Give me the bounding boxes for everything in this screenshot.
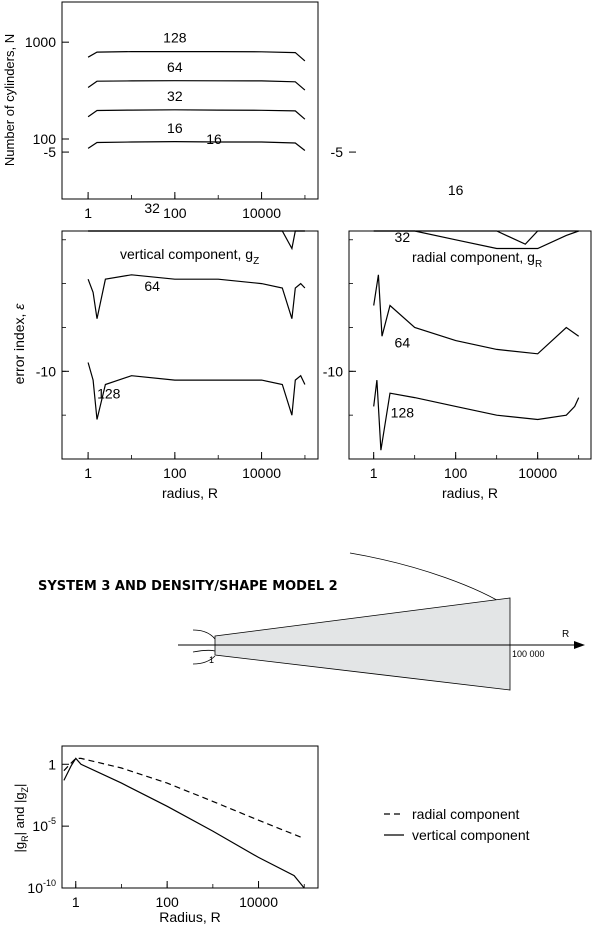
- radius-axis-arrowhead: [574, 641, 585, 649]
- y-tick-label: -5: [330, 144, 343, 161]
- series-line: [88, 52, 305, 61]
- panel-radial-xlabel: radius, R: [441, 485, 499, 501]
- panel-cylinders-ylabel: Number of cylinders, N: [2, 33, 17, 167]
- panel-magnitude: [12, 746, 530, 925]
- x-tick-label: 100: [155, 894, 179, 910]
- series-label: 32: [144, 199, 160, 216]
- series-label: 32: [167, 88, 183, 105]
- y-tick-label: 1000: [24, 34, 56, 51]
- diagram-title: SYSTEM 3 AND DENSITY/SHAPE MODEL 2: [38, 579, 338, 594]
- series-label: 64: [144, 277, 160, 294]
- inner-radius-label: 1: [209, 655, 215, 665]
- x-tick-label: 10000: [518, 465, 558, 481]
- y-tick-label: 100: [32, 130, 56, 147]
- x-tick-label: 1: [84, 465, 93, 481]
- panel-magnitude-xlabel: Radius, R: [159, 909, 221, 925]
- series-line: [88, 110, 305, 119]
- series-line: [88, 81, 305, 90]
- x-tick-label: 10000: [242, 205, 282, 221]
- series-label: 128: [97, 385, 121, 402]
- series-line: [88, 275, 305, 319]
- y-tick-label: 1: [48, 756, 56, 773]
- series-line: [64, 758, 304, 888]
- series-line: [88, 142, 305, 151]
- legend-label: radial component: [412, 806, 520, 822]
- radius-axis-label: R: [562, 629, 570, 640]
- series-label: 16: [447, 182, 464, 199]
- y-tick-label: -10: [35, 363, 56, 380]
- panel-magnitude-ticks: [27, 756, 304, 910]
- panel-vertical-ylabel: error index, ε: [11, 303, 27, 385]
- panel-vertical-series: [88, 131, 305, 419]
- x-tick-label: 1: [369, 465, 378, 481]
- x-tick-label: 1: [84, 205, 93, 221]
- x-tick-label: 10000: [239, 894, 279, 910]
- panel-cylinders-ticks: [25, 34, 305, 221]
- disc-wedge: [215, 598, 510, 690]
- y-tick-label: -5: [43, 144, 56, 161]
- panel-vertical-ticks: [36, 144, 305, 481]
- x-tick-label: 100: [163, 465, 187, 481]
- panel-vertical-title: vertical component, $g_Z$: [120, 246, 260, 267]
- panel-vertical: [11, 131, 318, 501]
- panel-cylinders-series: [88, 30, 305, 151]
- series-label: 16: [206, 131, 222, 148]
- panel-magnitude-frame: [62, 746, 318, 888]
- legend-label: vertical component: [412, 827, 530, 843]
- panel-magnitude-series: [64, 758, 304, 888]
- outer-radius-label: 100 000: [512, 649, 545, 659]
- series-label: 128: [390, 404, 415, 421]
- legend: [384, 806, 530, 843]
- panel-radial-title: radial component, $g_R$: [412, 249, 543, 270]
- series-label: 128: [163, 29, 187, 46]
- outer-arc: [350, 553, 510, 608]
- x-tick-label: 100: [163, 205, 187, 221]
- panel-vertical-xlabel: radius, R: [161, 485, 219, 501]
- series-line: [64, 758, 304, 838]
- series-label: 16: [167, 120, 183, 137]
- y-tick-label: -10: [322, 363, 343, 380]
- x-tick-label: 100: [443, 465, 468, 481]
- panel-cylinders: [2, 2, 318, 221]
- panel-vertical-frame: [62, 231, 318, 459]
- series-label: 32: [394, 229, 411, 246]
- panel-magnitude-ylabel: $|g_R|$ and $|g_Z|$: [12, 783, 30, 853]
- series-label: 64: [394, 334, 411, 351]
- panel-radial: [323, 144, 591, 501]
- series-line: [88, 363, 305, 420]
- x-tick-label: 1: [71, 894, 80, 910]
- series-label: 64: [167, 58, 183, 75]
- y-tick-label: $10^{-10}$: [27, 878, 56, 896]
- panel-cylinders-frame: [62, 2, 318, 199]
- system-diagram: [38, 553, 585, 690]
- y-tick-label: $10^{-5}$: [32, 816, 56, 835]
- x-tick-label: 10000: [242, 465, 282, 481]
- panel-radial-series: [374, 182, 579, 450]
